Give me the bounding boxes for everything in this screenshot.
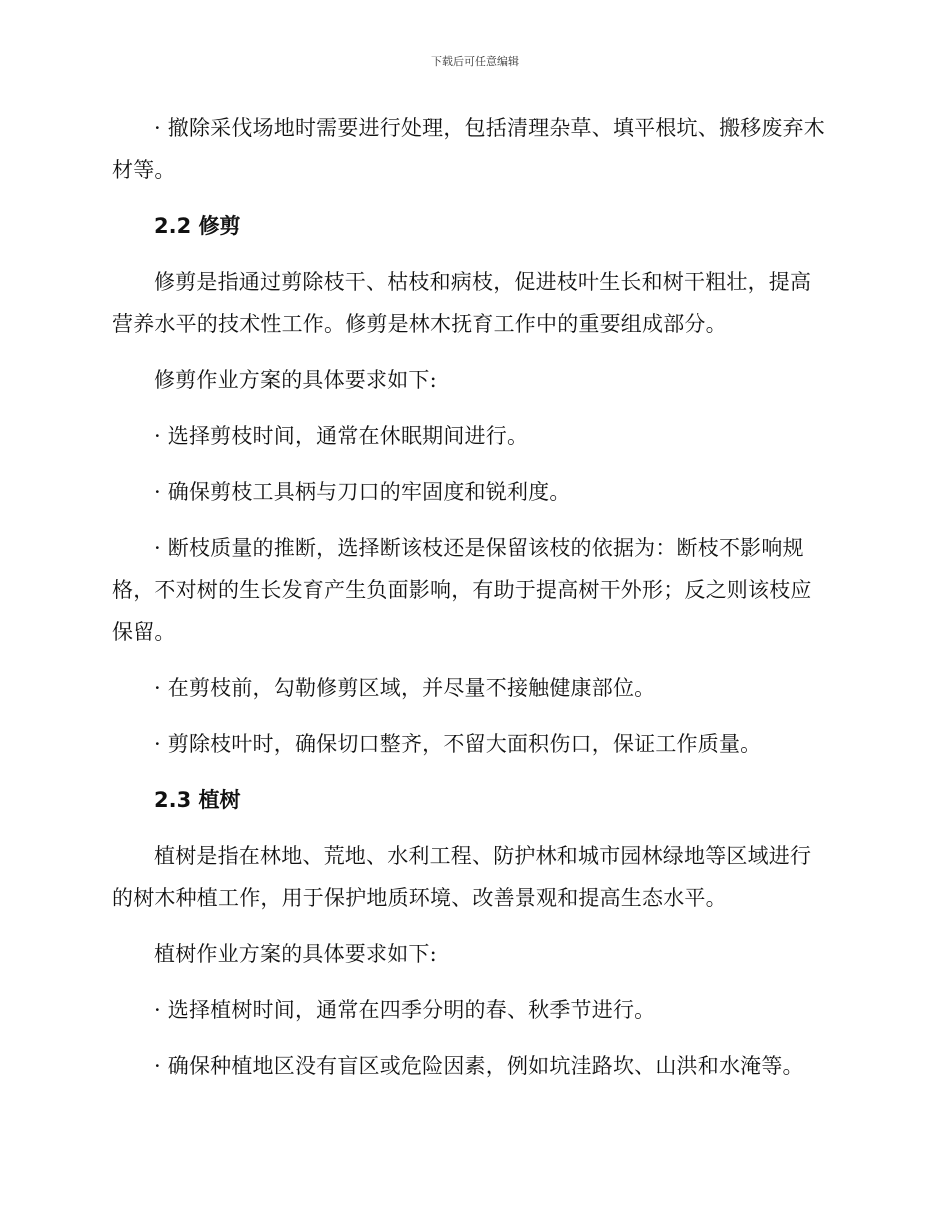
paragraph-site-cleanup: · 撤除采伐场地时需要进行处理，包括清理杂草、填平根坑、搬移废弃木材等。 xyxy=(112,116,825,182)
section-heading-planting: 2.3 植树 xyxy=(154,788,241,812)
list-item-cut-quality: · 剪除枝叶时，确保切口整齐，不留大面积伤口，保证工作质量。 xyxy=(154,732,762,756)
list-item-pruning-time: · 选择剪枝时间，通常在休眠期间进行。 xyxy=(154,424,529,448)
page-header: 下载后可任意编辑 xyxy=(431,55,519,68)
list-item-branch-quality: · 断枝质量的推断，选择断该枝还是保留该枝的依据为：断枝不影响规格，不对树的生长发育产生负面影响，有助于提高树干外形；反之则该枝应保留。 xyxy=(112,536,812,644)
paragraph-pruning-definition: 修剪是指通过剪除枝干、枯枝和病枝，促进枝叶生长和树干粗壮，提高营养水平的技术性工作。修剪是林木抚育工作中的重要组成部分。 xyxy=(112,270,812,336)
list-item-pruning-tools: · 确保剪枝工具柄与刀口的牢固度和锐利度。 xyxy=(154,480,571,504)
paragraph-planting-requirements-intro: 植树作业方案的具体要求如下: xyxy=(154,942,437,966)
list-item-planting-safety: · 确保种植地区没有盲区或危险因素，例如坑洼路坎、山洪和水淹等。 xyxy=(154,1054,804,1078)
section-heading-pruning: 2.2 修剪 xyxy=(154,214,241,238)
list-item-pruning-area: · 在剪枝前，勾勒修剪区域，并尽量不接触健康部位。 xyxy=(154,676,656,700)
paragraph-planting-definition: 植树是指在林地、荒地、水利工程、防护林和城市园林绿地等区域进行的树木种植工作，用于保护地质环境、改善景观和提高生态水平。 xyxy=(112,844,812,910)
document-body xyxy=(112,107,832,1101)
paragraph-pruning-requirements-intro: 修剪作业方案的具体要求如下: xyxy=(154,368,437,392)
list-item-planting-time: · 选择植树时间，通常在四季分明的春、秋季节进行。 xyxy=(154,998,656,1022)
